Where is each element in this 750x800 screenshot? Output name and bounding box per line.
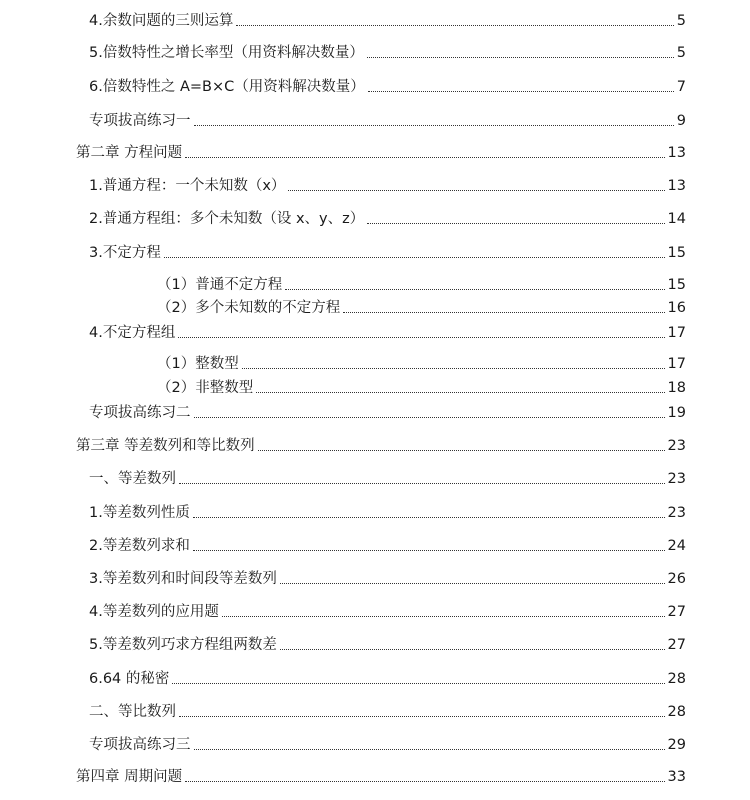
- toc-entry-page: 15: [667, 245, 686, 261]
- dot-leader: [236, 25, 673, 26]
- toc-entry-title: 4.余数问题的三则运算: [89, 13, 234, 29]
- dot-leader: [368, 91, 674, 92]
- toc-entry[interactable]: [89, 244, 686, 262]
- dot-leader: [185, 781, 664, 782]
- dot-leader: [193, 550, 665, 551]
- toc-entry-title: 4.等差数列的应用题: [89, 604, 219, 620]
- toc-entry-title: 2.普通方程组：多个未知数（设 x、y、z）: [89, 211, 365, 227]
- toc-entry-page: 16: [667, 300, 686, 316]
- toc-entry-page: 26: [667, 571, 686, 587]
- toc-section-entry[interactable]: [89, 703, 686, 721]
- toc-entry[interactable]: [89, 44, 686, 62]
- dot-leader: [367, 57, 674, 58]
- toc-entry-page: 5: [676, 45, 686, 61]
- toc-entry[interactable]: [89, 12, 686, 30]
- toc-entry-page: 23: [667, 471, 686, 487]
- toc-entry-page: 7: [676, 79, 686, 95]
- toc-entry-title: 专项拔高练习二: [89, 405, 191, 421]
- dot-leader: [242, 368, 665, 369]
- dot-leader: [258, 450, 665, 451]
- toc-entry-title: 1.等差数列性质: [89, 505, 190, 521]
- toc-entry-title: 6.倍数特性之 A=B×C（用资料解决数量）: [89, 79, 365, 95]
- toc-entry-title: （2）非整数型: [157, 380, 254, 396]
- dot-leader: [367, 223, 664, 224]
- toc-entry-page: 13: [667, 178, 686, 194]
- dot-leader: [194, 125, 674, 126]
- toc-entry-title: 2.等差数列求和: [89, 538, 190, 554]
- toc-entry-title: 4.不定方程组: [89, 325, 176, 341]
- toc-entry-page: 33: [667, 769, 686, 785]
- toc-section-entry[interactable]: [89, 470, 686, 488]
- toc-entry-title: 3.不定方程: [89, 245, 161, 261]
- dot-leader: [280, 649, 665, 650]
- toc-entry[interactable]: [89, 504, 686, 522]
- toc-entry-page: 13: [667, 145, 686, 161]
- toc-entry-page: 18: [667, 380, 686, 396]
- toc-entry-page: 28: [667, 704, 686, 720]
- toc-chapter-entry[interactable]: [76, 437, 686, 455]
- toc-entry[interactable]: [89, 537, 686, 555]
- dot-leader: [285, 289, 664, 290]
- toc-entry-title: 专项拔高练习三: [89, 737, 191, 753]
- toc-entry-title: 3.等差数列和时间段等差数列: [89, 571, 277, 587]
- toc-entry[interactable]: [89, 177, 686, 195]
- toc-entry-page: 19: [667, 405, 686, 421]
- toc-entry-title: 第四章 周期问题: [76, 769, 183, 785]
- dot-leader: [256, 392, 664, 393]
- toc-entry-page: 27: [667, 604, 686, 620]
- toc-subentry[interactable]: [157, 355, 686, 373]
- toc-chapter-entry[interactable]: [76, 768, 686, 786]
- toc-entry-page: 24: [667, 538, 686, 554]
- toc-entry-title: （2）多个未知数的不定方程: [157, 300, 341, 316]
- toc-entry-title: 6.64 的秘密: [89, 671, 170, 687]
- toc-entry-page: 15: [667, 277, 686, 293]
- toc-entry-title: 专项拔高练习一: [89, 113, 191, 129]
- toc-entry[interactable]: [89, 78, 686, 96]
- toc-entry[interactable]: [89, 736, 686, 754]
- dot-leader: [178, 337, 664, 338]
- dot-leader: [288, 190, 664, 191]
- dot-leader: [164, 257, 665, 258]
- toc-entry-title: （1）普通不定方程: [157, 277, 283, 293]
- toc-subentry[interactable]: [157, 379, 686, 397]
- toc-entry[interactable]: [89, 404, 686, 422]
- toc-entry-page: 9: [676, 113, 686, 129]
- toc-entry-title: （1）整数型: [157, 356, 239, 372]
- dot-leader: [172, 683, 664, 684]
- toc-entry[interactable]: [89, 210, 686, 228]
- dot-leader: [194, 417, 665, 418]
- toc-entry[interactable]: [89, 670, 686, 688]
- dot-leader: [193, 517, 665, 518]
- toc-entry-page: 14: [667, 211, 686, 227]
- toc-entry-title: 第三章 等差数列和等比数列: [76, 438, 255, 454]
- toc-entry[interactable]: [89, 603, 686, 621]
- toc-entry-page: 5: [676, 13, 686, 29]
- dot-leader: [280, 583, 665, 584]
- dot-leader: [222, 616, 665, 617]
- toc-entry-title: 第二章 方程问题: [76, 145, 183, 161]
- toc-entry[interactable]: [89, 112, 686, 130]
- toc-entry-title: 5.等差数列巧求方程组两数差: [89, 637, 277, 653]
- toc-entry[interactable]: [89, 570, 686, 588]
- toc-entry-title: 1.普通方程：一个未知数（x）: [89, 178, 286, 194]
- toc-entry-page: 17: [667, 325, 686, 341]
- toc-entry[interactable]: [89, 636, 686, 654]
- dot-leader: [179, 483, 665, 484]
- toc-entry-page: 28: [667, 671, 686, 687]
- toc-subentry[interactable]: [157, 299, 686, 317]
- dot-leader: [194, 749, 665, 750]
- dot-leader: [343, 312, 664, 313]
- toc-entry-title: 5.倍数特性之增长率型（用资料解决数量）: [89, 45, 364, 61]
- toc-subentry[interactable]: [157, 276, 686, 294]
- toc-entry-page: 29: [667, 737, 686, 753]
- toc-chapter-entry[interactable]: [76, 144, 686, 162]
- toc-entry-title: 二、等比数列: [89, 704, 176, 720]
- dot-leader: [179, 716, 665, 717]
- toc-entry-title: 一、等差数列: [89, 471, 176, 487]
- toc-entry-page: 23: [667, 438, 686, 454]
- toc-entry[interactable]: [89, 324, 686, 342]
- toc-entry-page: 27: [667, 637, 686, 653]
- toc-entry-page: 23: [667, 505, 686, 521]
- toc-entry-page: 17: [667, 356, 686, 372]
- dot-leader: [185, 157, 664, 158]
